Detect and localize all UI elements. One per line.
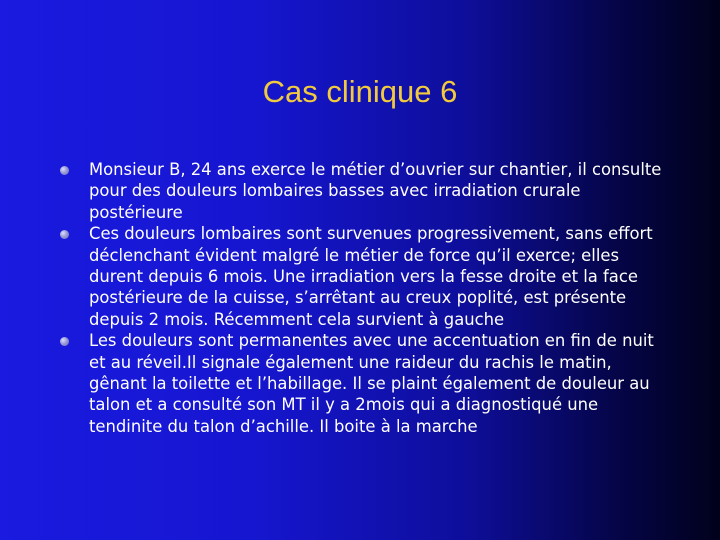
- bullet-item: [60, 159, 670, 223]
- bullet-text: Les douleurs sont permanentes avec une accentuation en fin de nuit et au réveil.Il signale également une raideur du rachis le matin, gênant la toilette et l’habillage. Il se plaint également de douleur au talon et a consulté son MT il y a 2mois qui a diagnostiqué une tendinite du talon d’achille. Il boite à la marche: [89, 331, 654, 436]
- bullet-text: Monsieur B, 24 ans exerce le métier d’ouvrier sur chantier, il consulte pour des douleurs lombaires basses avec irradiation crurale postérieure: [89, 160, 662, 222]
- bullet-item: [60, 223, 670, 330]
- round-bullet-icon: [60, 230, 69, 239]
- round-bullet-icon: [60, 166, 69, 175]
- round-bullet-icon: [60, 337, 69, 346]
- bullet-item: [60, 330, 670, 437]
- bullet-text: Ces douleurs lombaires sont survenues progressivement, sans effort déclenchant évident malgré le métier de force qu’il exerce; elles durent depuis 6 mois. Une irradiation vers la fesse droite et la face postérieure de la cuisse, s’arrêtant au creux poplité, est présente depuis 2 mois. Récemment cela survient à gauche: [89, 224, 653, 329]
- bullet-list: [60, 159, 670, 437]
- slide-title: Cas clinique 6: [262, 74, 458, 109]
